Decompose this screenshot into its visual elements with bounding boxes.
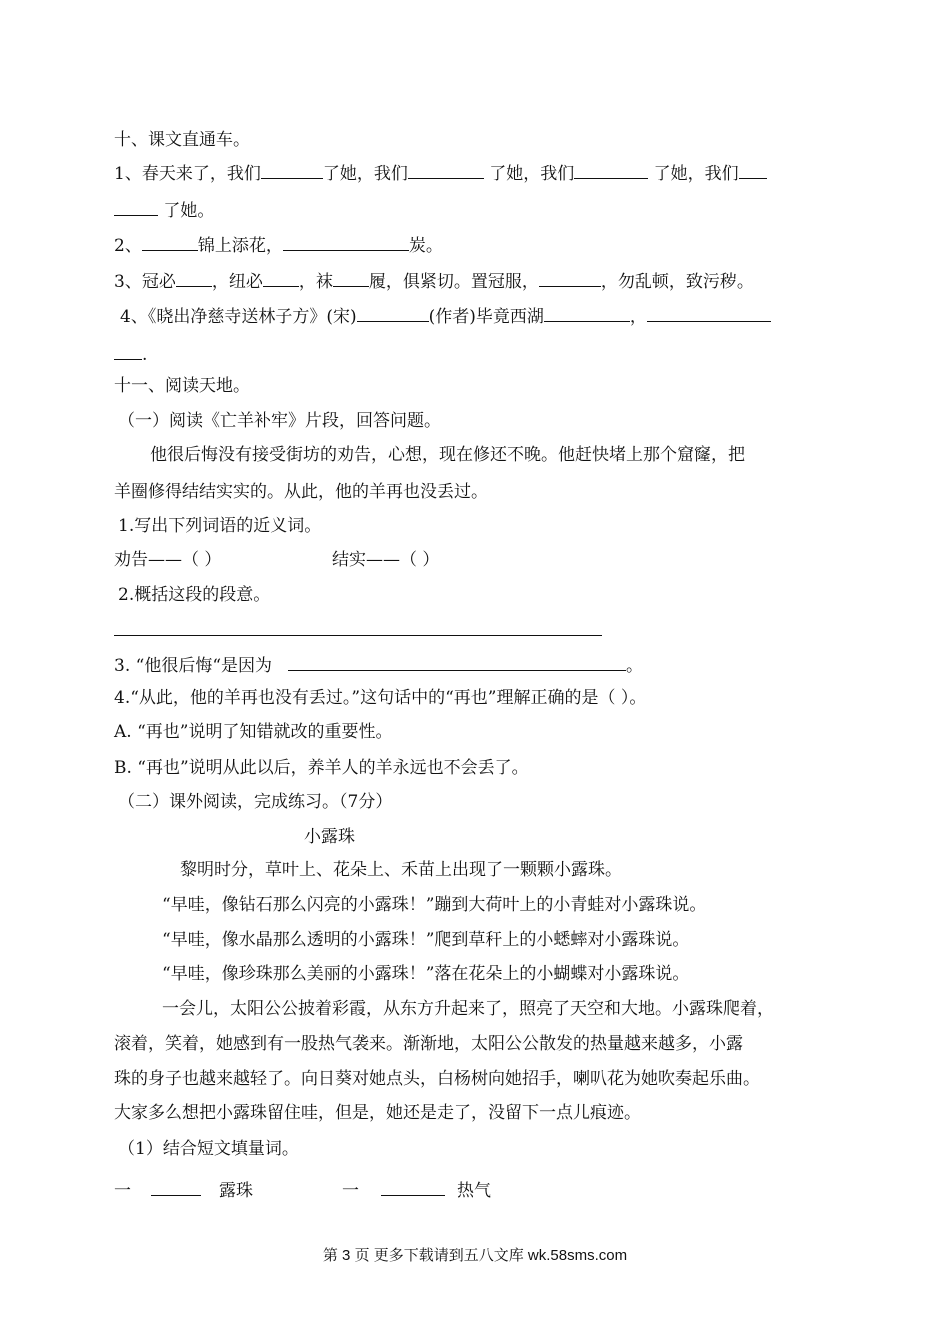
mw-prefix: 一 [114, 1181, 131, 1201]
q3-text-e: ，勿乱顿，致污秽。 [600, 272, 754, 292]
q1-text-d: 了她，我们 [648, 164, 739, 184]
answer-line [114, 635, 602, 636]
part-1-question-2: 2.概括这段的段意。 [118, 585, 271, 605]
blank [176, 268, 212, 287]
blank [574, 160, 648, 179]
story-paragraph: 黎明时分，草叶上、花朵上、禾苗上出现了一颗颗小露珠。 [180, 860, 622, 880]
blank [261, 160, 323, 179]
blank [333, 268, 369, 287]
part-1-question-4: 4.“从此，他的羊再也没有丢过。”这句话中的“再也”理解正确的是（ ）。 [114, 688, 647, 708]
story-title: 小露珠 [304, 827, 355, 847]
section-11-title: 十一、阅读天地。 [114, 376, 250, 396]
blank [151, 1177, 201, 1196]
synonym-item: 劝告——（ ） [114, 550, 222, 570]
measure-word-item [114, 1177, 253, 1203]
q1-text-c: 了她，我们 [483, 164, 575, 184]
question-10-4 [120, 303, 771, 329]
story-paragraph: 大家多么想把小露珠留住哇，但是，她还是走了，没留下一点儿痕迹。 [114, 1103, 641, 1123]
part-1-question-1: 1.写出下列词语的近义词。 [118, 516, 322, 536]
q4-text-d: . [142, 345, 148, 365]
part-1-title: （一）阅读《亡羊补牢》片段，回答问题。 [118, 411, 441, 431]
page-footer: 第 3 页 更多下载请到五八文库 wk.58sms.com [322, 1247, 628, 1264]
blank [263, 268, 299, 287]
q2-text-b: 锦上添花， [197, 236, 283, 256]
q4-text-b: (作者)毕竟西湖 [428, 307, 544, 327]
mw-noun: 热气 [457, 1181, 491, 1201]
measure-word-item [342, 1177, 491, 1203]
q2-text-c: 炭。 [408, 236, 443, 256]
story-paragraph: 一会儿，太阳公公披着彩霞，从东方升起来了，照亮了天空和大地。小露珠爬着， [162, 999, 774, 1019]
q1-text-e: 了她。 [158, 201, 215, 221]
blank [357, 303, 429, 322]
passage-line: 羊圈修得结结实实的。从此，他的羊再也没丢过。 [114, 482, 488, 502]
q1-text-b: 了她，我们 [322, 164, 408, 184]
question-10-1 [114, 160, 767, 186]
blank [544, 303, 630, 322]
blank [142, 232, 198, 251]
question-10-3 [114, 268, 754, 294]
question-10-4-cont [114, 341, 147, 367]
q3-text-b: ，纽必 [211, 272, 263, 292]
blank [288, 652, 626, 671]
option-a: A. “再也”说明了知错就改的重要性。 [114, 722, 393, 742]
passage-line: 他很后悔没有接受街坊的劝告，心想，现在修还不晚。他赶快堵上那个窟窿，把 [150, 445, 745, 465]
story-paragraph: 珠的身子也越来越轻了。向日葵对她点头，白杨树向她招手，喇叭花为她吹奏起乐曲。 [114, 1069, 760, 1089]
question-10-2 [114, 232, 443, 258]
section-10-title: 十、课文直通车。 [114, 130, 250, 150]
story-paragraph: “早哇，像珍珠那么美丽的小露珠！”落在花朵上的小蝴蝶对小露珠说。 [162, 964, 690, 984]
q3-prompt: 3. “他很后悔“是因为 [114, 656, 273, 676]
q3-text-c: ，袜 [298, 272, 333, 292]
blank [381, 1177, 445, 1196]
part-1-question-3 [114, 652, 643, 678]
blank [647, 303, 771, 322]
q4-text-c: ， [629, 307, 647, 327]
q2-text-a: 2、 [114, 236, 142, 256]
synonym-item: 结实——（ ） [332, 550, 440, 570]
blank [283, 232, 409, 251]
blank [114, 341, 142, 360]
question-10-1-cont [114, 197, 214, 223]
mw-prefix: 一 [342, 1181, 359, 1201]
blank [539, 268, 601, 287]
q3-text-a: 3、冠必 [114, 272, 176, 292]
mw-noun: 露珠 [219, 1181, 253, 1201]
option-b: B. “再也”说明从此以后，养羊人的羊永远也不会丢了。 [114, 758, 529, 778]
story-paragraph: 滚着，笑着，她感到有一股热气袭来。渐渐地，太阳公公散发的热量越来越多，小露 [114, 1034, 743, 1054]
blank [114, 197, 158, 216]
blank [408, 160, 484, 179]
q1-text-a: 1、春天来了，我们 [114, 164, 261, 184]
blank [739, 160, 767, 179]
q3-text-d: 履，俱紧切。置冠服， [368, 272, 539, 292]
q4-text-a: 4、《晓出净慈寺送林子方》(宋) [120, 307, 357, 327]
part-2-question-1: （1）结合短文填量词。 [118, 1139, 299, 1159]
story-paragraph: “早哇，像钻石那么闪亮的小露珠！”蹦到大荷叶上的小青蛙对小露珠说。 [162, 895, 707, 915]
story-paragraph: “早哇，像水晶那么透明的小露珠！”爬到草秆上的小蟋蟀对小露珠说。 [162, 930, 690, 950]
part-2-title: （二）课外阅读，完成练习。（7分） [118, 792, 393, 812]
q3-end: 。 [626, 656, 644, 676]
